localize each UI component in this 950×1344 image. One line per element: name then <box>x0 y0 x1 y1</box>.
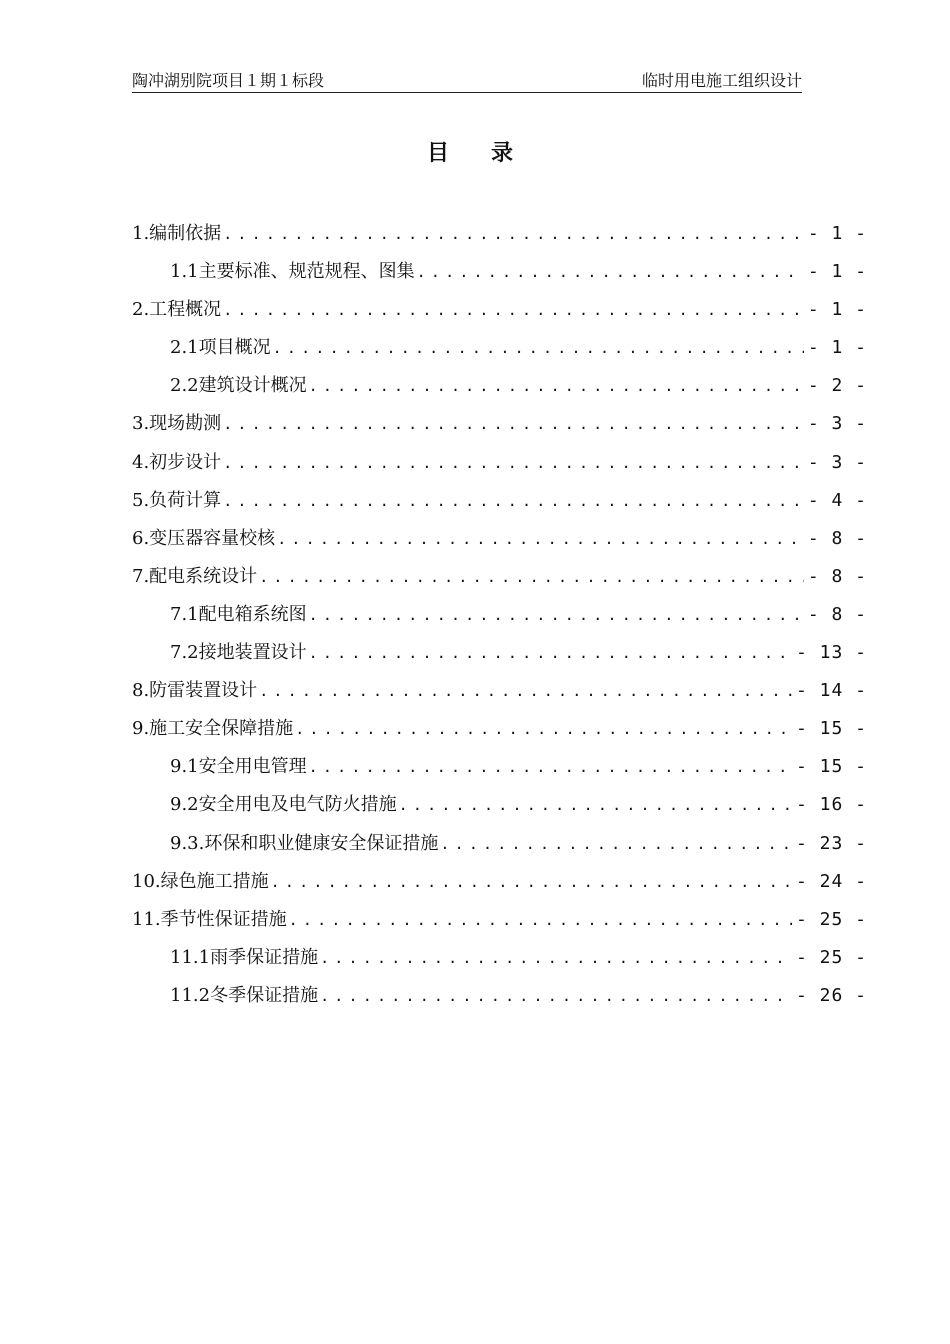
toc-entry-page-number: - 23 - <box>795 832 867 854</box>
toc-entry[interactable] <box>132 710 867 748</box>
toc-entry-page-number: - 8 - <box>807 603 867 625</box>
toc-entry-page-number: - 16 - <box>795 794 867 816</box>
toc-entry-label: 9.施工安全保障措施 <box>132 718 294 740</box>
toc-entry[interactable] <box>132 939 867 977</box>
toc-entry[interactable] <box>132 444 867 482</box>
toc-dot-leader <box>440 825 792 863</box>
toc-dot-leader <box>259 558 804 596</box>
toc-dot-leader <box>223 405 804 443</box>
toc-entry-page-number: - 8 - <box>807 565 867 587</box>
toc-entry[interactable] <box>132 634 867 672</box>
toc-entry[interactable] <box>132 786 867 824</box>
toc-entry[interactable] <box>132 482 867 520</box>
toc-entry-label: 2.2建筑设计概况 <box>170 375 307 397</box>
toc-dot-leader <box>289 901 792 939</box>
toc-dot-leader <box>273 329 804 367</box>
toc-entry-label: 2.工程概况 <box>132 299 222 321</box>
toc-dot-leader <box>277 520 804 558</box>
toc-entry-label: 11.2冬季保证措施 <box>170 984 319 1006</box>
toc-entry-label: 8.防雷装置设计 <box>132 680 258 702</box>
toc-entry-label: 9.3.环保和职业健康安全保证措施 <box>170 832 439 854</box>
toc-dot-leader <box>320 939 792 977</box>
toc-entry-label: 5.负荷计算 <box>132 489 222 511</box>
toc-entry-label: 1.1主要标准、规范规程、图集 <box>170 261 415 283</box>
toc-entry[interactable] <box>132 825 867 863</box>
toc-entry[interactable] <box>132 596 867 634</box>
toc-entry-page-number: - 15 - <box>795 718 867 740</box>
toc-entry-label: 1.编制依据 <box>132 223 222 244</box>
toc-entry-page-number: - 3 - <box>807 413 867 435</box>
toc-entry-page-number: - 1 - <box>807 337 867 359</box>
toc-dot-leader <box>309 367 804 405</box>
toc-entry[interactable] <box>132 977 867 1015</box>
toc-dot-leader <box>223 291 804 329</box>
toc-entry[interactable] <box>132 863 867 901</box>
toc-dot-leader <box>399 786 792 824</box>
toc-entry-page-number: - 24 - <box>795 870 867 892</box>
toc-entry-page-number: - 15 - <box>795 756 867 778</box>
toc-entry-label: 4.初步设计 <box>132 451 222 473</box>
toc-entry-label: 9.1安全用电管理 <box>170 756 307 778</box>
toc-dot-leader <box>223 215 804 253</box>
toc-entry[interactable] <box>132 672 867 710</box>
toc-title: 目录 <box>426 141 555 166</box>
toc-dot-leader <box>309 634 792 672</box>
toc-entry-page-number: - 1 - <box>807 299 867 321</box>
toc-dot-leader <box>259 672 792 710</box>
toc-entry[interactable] <box>132 405 867 443</box>
toc-entry-page-number: - 25 - <box>795 946 867 968</box>
toc-entry-page-number: - 1 - <box>807 223 867 244</box>
toc-entry[interactable] <box>132 558 867 596</box>
toc-entry[interactable] <box>132 253 867 291</box>
toc-entry-label: 6.变压器容量校核 <box>132 527 276 549</box>
toc-dot-leader <box>309 596 804 634</box>
toc-entry-label: 7.配电系统设计 <box>132 565 258 587</box>
toc-entry-page-number: - 2 - <box>807 375 867 397</box>
toc-dot-leader <box>320 977 792 1015</box>
page-header <box>132 70 802 93</box>
toc-dot-leader <box>223 482 804 520</box>
toc-dot-leader <box>309 748 792 786</box>
toc-dot-leader <box>223 444 804 482</box>
toc-entry-label: 7.1配电箱系统图 <box>170 603 307 625</box>
toc-entry-page-number: - 25 - <box>795 908 867 930</box>
table-of-contents <box>132 215 867 1015</box>
toc-entry[interactable] <box>132 291 867 329</box>
toc-entry-page-number: - 13 - <box>795 642 867 664</box>
toc-entry[interactable] <box>132 329 867 367</box>
toc-entry[interactable] <box>132 901 867 939</box>
toc-entry[interactable] <box>132 520 867 558</box>
toc-entry[interactable] <box>132 748 867 786</box>
toc-entry-page-number: - 8 - <box>807 527 867 549</box>
toc-dot-leader <box>417 253 804 291</box>
toc-entry-label: 11.季节性保证措施 <box>132 908 287 930</box>
toc-entry[interactable] <box>132 215 867 253</box>
toc-dot-leader <box>271 863 792 901</box>
toc-entry-page-number: - 4 - <box>807 489 867 511</box>
toc-entry-label: 7.2接地装置设计 <box>170 642 307 664</box>
toc-entry-label: 2.1项目概况 <box>170 337 271 359</box>
toc-entry-page-number: - 14 - <box>795 680 867 702</box>
toc-entry-page-number: - 3 - <box>807 451 867 473</box>
header-document-title: 临时用电施工组织设计 <box>641 71 802 90</box>
toc-entry[interactable] <box>132 367 867 405</box>
header-project-name: 陶冲湖别院项目１期１标段 <box>132 71 325 90</box>
toc-entry-label: 3.现场勘测 <box>132 413 222 435</box>
toc-entry-label: 11.1雨季保证措施 <box>170 946 319 968</box>
toc-dot-leader <box>295 710 792 748</box>
toc-entry-label: 10.绿色施工措施 <box>132 870 269 892</box>
toc-entry-page-number: - 1 - <box>807 261 867 283</box>
toc-entry-label: 9.2安全用电及电气防火措施 <box>170 794 397 816</box>
toc-entry-page-number: - 26 - <box>795 984 867 1006</box>
